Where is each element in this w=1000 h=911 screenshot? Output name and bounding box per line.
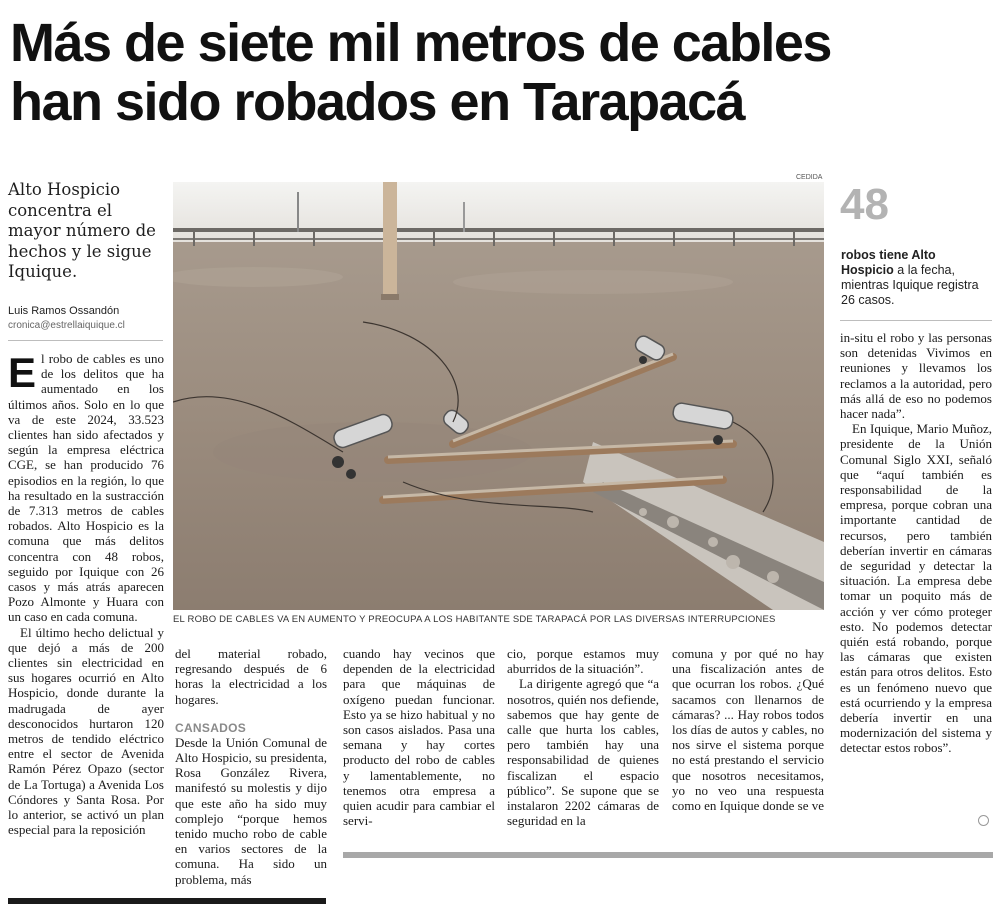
article-column-2 (175, 646, 327, 887)
column-4-paragraph-2: La dirigente agregó que “a nosotros, quién nos defiende, sabemos que hay gente de calle que hurta los cables, pero también hay una responsabilidad de quienes fiscalizan el espacio público”. Se supone que se instalaron 2202 cámaras de seguridad en la (507, 676, 660, 829)
column-1-paragraph-1: l robo de cables es uno de los delitos que ha aumentado en los últimos años. Solo en lo que va de este 2024, 33.523 clientes han sido afectados y según la empresa eléctrica CGE, se han producido 76 episodios en la región, lo que ha resultado en la sustracción de 7.313 metros de cables robados. Alto Hospicio es la comuna que más delitos concentra con 48 robos, seguido por Iquique con 26 casos y más atrás aparecen Pozo Almonte y Huara con un caso en cada comuna. (8, 351, 164, 625)
column-6-paragraph-1: in-situ el robo y las personas son detenidas Vivimos en reuniones y llevamos los reclamos a la autoridad, pero más allá de eso no podemos hacer nada”. (840, 330, 992, 422)
headline-line-1: Más de siete mil metros de cables (10, 13, 831, 73)
headline (10, 14, 995, 132)
column-1-paragraph-2: El último hecho delictual y que dejó a más de 200 clientes sin electricidad en sus hogares ocurrió en Alto Hospicio, donde durante la madrugada de ayer desconocidos hurtaron 120 metros de tendido eléctrico entre el sector de Avenida Ramón Pérez Opazo (sector de La Tortuga) a Avenida Los Cóndores y Santa Rosa. Por lo anterior, se activó un plan especial para la reposición (8, 624, 164, 838)
headline-line-2: han sido robados en Tarapacá (10, 72, 745, 132)
bottom-rule-black (8, 898, 326, 904)
article-column-1 (8, 351, 164, 838)
column-4-paragraph-1: cio, porque estamos muy aburridos de la situación”. (507, 646, 659, 677)
column-6-paragraph-2: En Iquique, Mario Muñoz, presidente de la Unión Comunal Siglo XXI, señaló que “aquí también es responsabilidad de la empresa, porque cobran una importante cantidad de recursos, pero también deberían invertir en cámaras de seguridad y detectar la situación. La empresa debe tomar un poquito más de acción y ver cómo proteger esto. No podemos detectar quién está robando, porque las cámaras que existen están para otros delitos. Esto es un fenómeno nuevo que está ocurriendo y la empresa debería invertir en una modernización del sistema y detectar estos robos”. (840, 421, 992, 756)
bottom-rule-grey (343, 852, 993, 858)
stat-number: 48 (840, 180, 889, 229)
column-5-paragraph-1: comuna y por qué no hay una fiscalización antes de que ocurran los robos. ¿Qué sacamos con llenarnos de cámaras? ... Hay robos todos los días de autos y cables, no nos sirve el sistema porque no está prestando el servicio que nosotros necesitamos, yo no veo una respuesta como en Iquique donde se ve (672, 646, 824, 814)
column-2-paragraph-2: Desde la Unión Comunal de Alto Hospicio, su presidenta, Rosa González Rivera, manifestó su molestis y dijo que este año ha sido muy complejo “porque hemos tenido mucho robo de cable en varios sectores de la comuna. Ha sido un problema, más (175, 734, 327, 887)
article-column-6 (840, 330, 992, 756)
news-photo (173, 182, 824, 610)
article-column-4 (507, 646, 659, 828)
column-2-paragraph-1: del material robado, regresando después de 6 horas la electricidad a los hogares. (175, 646, 327, 707)
deck-summary: Alto Hospicio concentra el mayor número de hechos y le sigue Iquique. (8, 180, 156, 281)
drop-cap: E (8, 349, 37, 396)
stat-rest-text: a la fecha, mientras Iquique registra 26 casos. (841, 263, 979, 307)
byline-name: Luis Ramos Ossandón (8, 305, 120, 317)
toppled-power-pole-illustration (173, 182, 824, 610)
article-column-3 (343, 646, 495, 828)
photo-caption: EL ROBO DE CABLES VA EN AUMENTO Y PREOCUPA A LOS HABITANTE SDE TARAPACÁ POR LAS DIVERSAS INTERRUPCIONES (173, 614, 776, 625)
article-end-icon (978, 815, 989, 826)
stat-description (841, 248, 991, 308)
stat-bold-text: robos tiene Alto Hospicio (841, 248, 936, 277)
byline-email: cronica@estrellaiquique.cl (8, 320, 125, 331)
article-column-5 (672, 646, 824, 813)
photo-credit: CEDIDA (796, 174, 823, 181)
byline-divider (8, 340, 163, 341)
section-subhead: CANSADOS (175, 720, 247, 735)
stat-divider (840, 320, 992, 321)
column-3-paragraph-1: cuando hay vecinos que dependen de la electricidad para que máquinas de oxígeno puedan funcionar. Esto ya se hizo habitual y no son casos aislados. Pasa una semana y hay cortes producto del robo de cables y lamentablemente, no tenemos otra empresa a quien acudir para cambiar el servi- (343, 646, 495, 829)
